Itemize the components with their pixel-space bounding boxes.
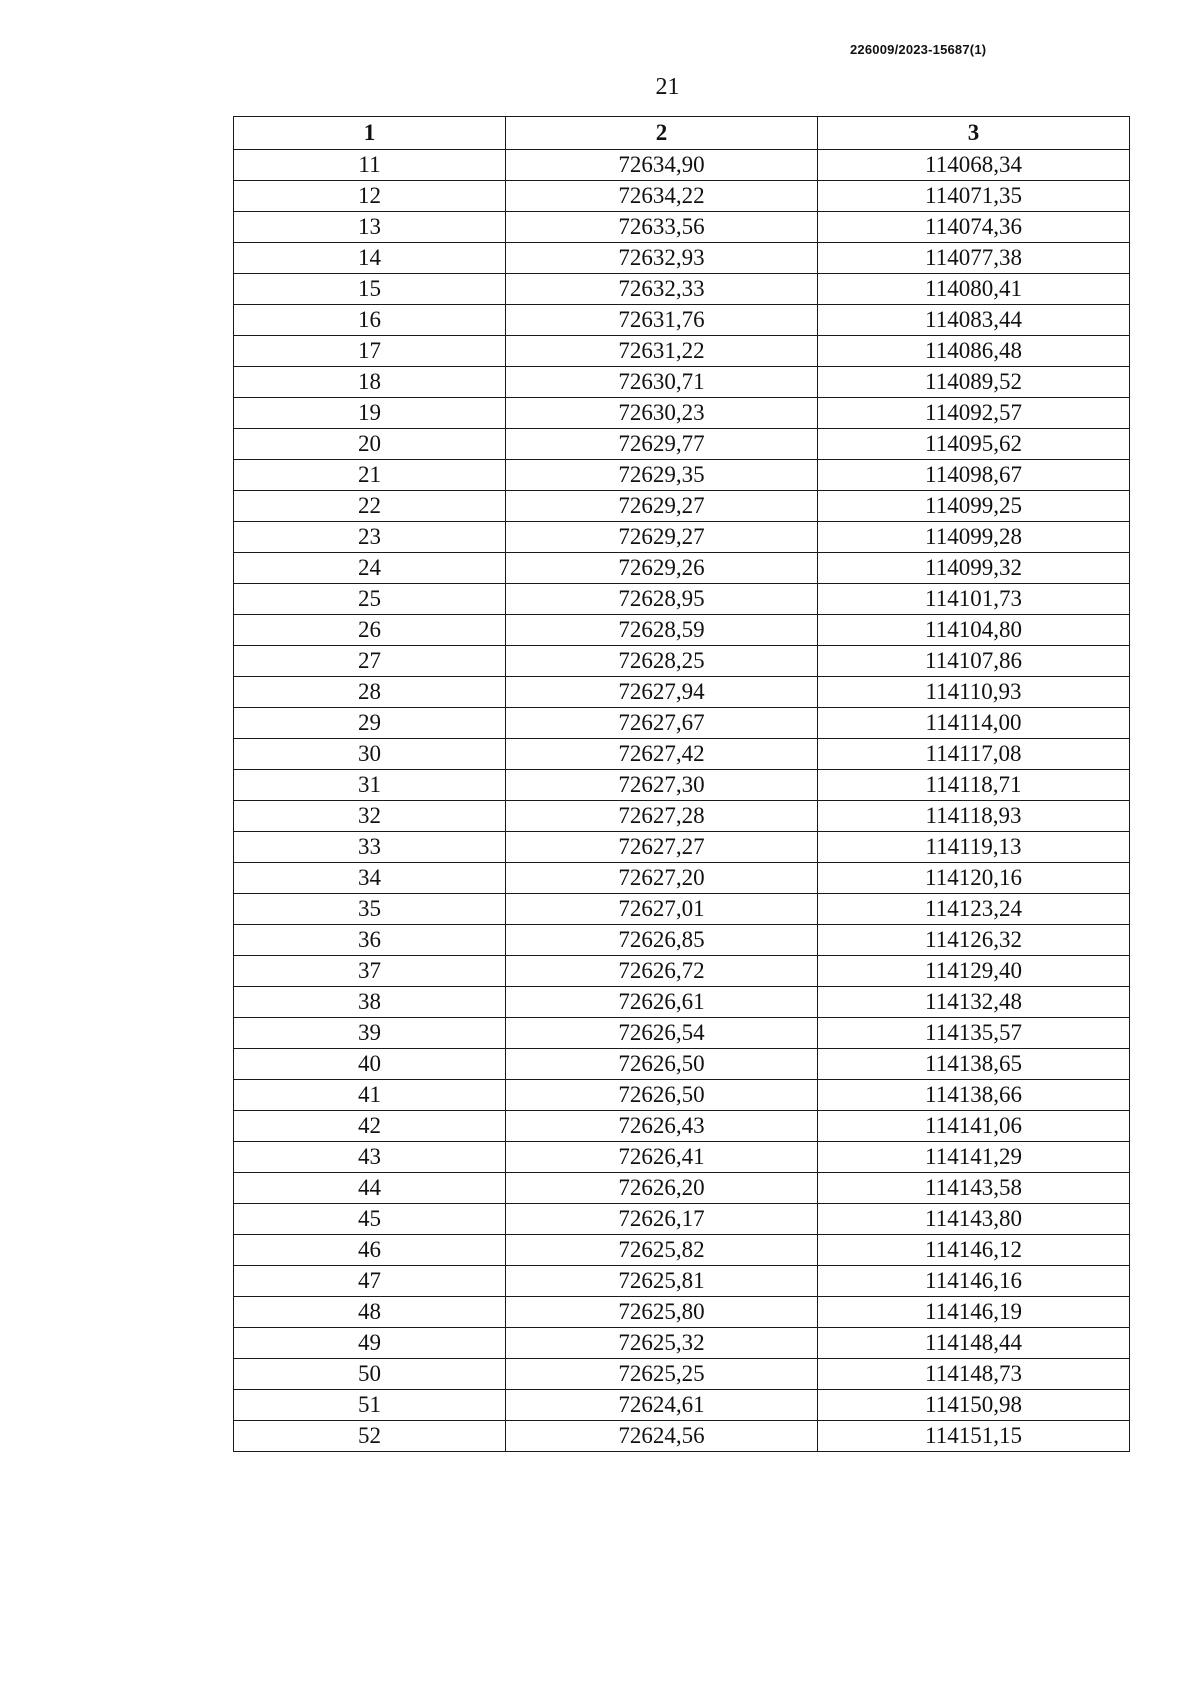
- table-cell: 72626,85: [506, 925, 818, 956]
- table-cell: 45: [234, 1204, 506, 1235]
- table-cell: 16: [234, 305, 506, 336]
- table-cell: 37: [234, 956, 506, 987]
- table-cell: 72631,22: [506, 336, 818, 367]
- table-cell: 72625,25: [506, 1359, 818, 1390]
- table-cell: 41: [234, 1080, 506, 1111]
- table-cell: 72627,30: [506, 770, 818, 801]
- table-cell: 42: [234, 1111, 506, 1142]
- table-cell: 72625,82: [506, 1235, 818, 1266]
- table-cell: 114083,44: [818, 305, 1130, 336]
- table-cell: 72628,95: [506, 584, 818, 615]
- table-cell: 72628,25: [506, 646, 818, 677]
- table-cell: 72627,20: [506, 863, 818, 894]
- table-row: [234, 243, 1130, 274]
- table-row: [234, 212, 1130, 243]
- table-cell: 38: [234, 987, 506, 1018]
- table-cell: 114151,15: [818, 1421, 1130, 1452]
- table-cell: 72632,33: [506, 274, 818, 305]
- table-row: [234, 894, 1130, 925]
- table-row: [234, 708, 1130, 739]
- table-cell: 114135,57: [818, 1018, 1130, 1049]
- table-cell: 30: [234, 739, 506, 770]
- table-cell: 33: [234, 832, 506, 863]
- table-cell: 25: [234, 584, 506, 615]
- table-cell: 72629,35: [506, 460, 818, 491]
- table-row: [234, 1390, 1130, 1421]
- table-cell: 114107,86: [818, 646, 1130, 677]
- table-cell: 114080,41: [818, 274, 1130, 305]
- table-cell: 13: [234, 212, 506, 243]
- table-cell: 20: [234, 429, 506, 460]
- table-row: [234, 739, 1130, 770]
- table-row: [234, 863, 1130, 894]
- table-cell: 114132,48: [818, 987, 1130, 1018]
- table-row: [234, 1018, 1130, 1049]
- table-cell: 44: [234, 1173, 506, 1204]
- table-cell: 31: [234, 770, 506, 801]
- table-row: [234, 1297, 1130, 1328]
- table-row: [234, 491, 1130, 522]
- table-cell: 36: [234, 925, 506, 956]
- table-cell: 114138,65: [818, 1049, 1130, 1080]
- table-row: [234, 460, 1130, 491]
- table-cell: 22: [234, 491, 506, 522]
- table-cell: 114098,67: [818, 460, 1130, 491]
- table-cell: 27: [234, 646, 506, 677]
- table-cell: 23: [234, 522, 506, 553]
- table-cell: 114138,66: [818, 1080, 1130, 1111]
- table-cell: 72628,59: [506, 615, 818, 646]
- table-cell: 114143,80: [818, 1204, 1130, 1235]
- table-cell: 114089,52: [818, 367, 1130, 398]
- table-cell: 34: [234, 863, 506, 894]
- table-cell: 114118,71: [818, 770, 1130, 801]
- table-cell: 114148,44: [818, 1328, 1130, 1359]
- table-row: [234, 150, 1130, 181]
- table-row: [234, 677, 1130, 708]
- table-cell: 72625,81: [506, 1266, 818, 1297]
- table-row: [234, 1080, 1130, 1111]
- table-row: [234, 1235, 1130, 1266]
- table-cell: 48: [234, 1297, 506, 1328]
- table-cell: 26: [234, 615, 506, 646]
- table-cell: 39: [234, 1018, 506, 1049]
- table-cell: 72626,20: [506, 1173, 818, 1204]
- table-cell: 72629,27: [506, 522, 818, 553]
- table-cell: 114071,35: [818, 181, 1130, 212]
- table-row: [234, 615, 1130, 646]
- table-cell: 114141,29: [818, 1142, 1130, 1173]
- table-cell: 35: [234, 894, 506, 925]
- table-cell: 72624,61: [506, 1390, 818, 1421]
- table-body: [234, 150, 1130, 1452]
- table-cell: 114099,25: [818, 491, 1130, 522]
- table-cell: 114099,32: [818, 553, 1130, 584]
- table-header-row: [234, 117, 1130, 150]
- table-cell: 114086,48: [818, 336, 1130, 367]
- table-cell: 72626,61: [506, 987, 818, 1018]
- table-cell: 72627,27: [506, 832, 818, 863]
- table-cell: 114068,34: [818, 150, 1130, 181]
- document-id: 226009/2023-15687(1): [850, 42, 987, 57]
- table-row: [234, 1111, 1130, 1142]
- table-cell: 28: [234, 677, 506, 708]
- table-cell: 18: [234, 367, 506, 398]
- table-row: [234, 181, 1130, 212]
- table-row: [234, 987, 1130, 1018]
- table-row: [234, 1266, 1130, 1297]
- table-cell: 114146,16: [818, 1266, 1130, 1297]
- table-cell: 114104,80: [818, 615, 1130, 646]
- table-cell: 114143,58: [818, 1173, 1130, 1204]
- table-cell: 72631,76: [506, 305, 818, 336]
- table-row: [234, 305, 1130, 336]
- table-cell: 114126,32: [818, 925, 1130, 956]
- table-cell: 72626,50: [506, 1049, 818, 1080]
- page-number: 21: [655, 74, 680, 100]
- table-cell: 15: [234, 274, 506, 305]
- table-row: [234, 429, 1130, 460]
- table-cell: 114120,16: [818, 863, 1130, 894]
- table-cell: 14: [234, 243, 506, 274]
- table-row: [234, 1359, 1130, 1390]
- table-cell: 12: [234, 181, 506, 212]
- table-row: [234, 925, 1130, 956]
- table-cell: 114095,62: [818, 429, 1130, 460]
- table-cell: 47: [234, 1266, 506, 1297]
- column-header: 3: [818, 117, 1130, 150]
- table-cell: 72627,28: [506, 801, 818, 832]
- table-row: [234, 770, 1130, 801]
- table-cell: 72624,56: [506, 1421, 818, 1452]
- table-cell: 32: [234, 801, 506, 832]
- table-cell: 19: [234, 398, 506, 429]
- table-cell: 17: [234, 336, 506, 367]
- table-row: [234, 801, 1130, 832]
- table-row: [234, 1328, 1130, 1359]
- table-cell: 51: [234, 1390, 506, 1421]
- table-cell: 72630,71: [506, 367, 818, 398]
- table-cell: 11: [234, 150, 506, 181]
- table-cell: 72626,50: [506, 1080, 818, 1111]
- table-cell: 114150,98: [818, 1390, 1130, 1421]
- table-cell: 114146,19: [818, 1297, 1130, 1328]
- table-row: [234, 367, 1130, 398]
- table-cell: 114118,93: [818, 801, 1130, 832]
- table-cell: 24: [234, 553, 506, 584]
- table-cell: 72626,41: [506, 1142, 818, 1173]
- table-cell: 114077,38: [818, 243, 1130, 274]
- table-cell: 72634,90: [506, 150, 818, 181]
- table-cell: 114099,28: [818, 522, 1130, 553]
- table-cell: 72632,93: [506, 243, 818, 274]
- table-cell: 72626,72: [506, 956, 818, 987]
- table-cell: 72627,94: [506, 677, 818, 708]
- table-cell: 114148,73: [818, 1359, 1130, 1390]
- table-cell: 46: [234, 1235, 506, 1266]
- table-row: [234, 956, 1130, 987]
- table-cell: 49: [234, 1328, 506, 1359]
- table-cell: 72629,27: [506, 491, 818, 522]
- table-cell: 52: [234, 1421, 506, 1452]
- table-cell: 114074,36: [818, 212, 1130, 243]
- table-cell: 72627,67: [506, 708, 818, 739]
- table-cell: 114114,00: [818, 708, 1130, 739]
- table-cell: 72627,42: [506, 739, 818, 770]
- table-cell: 72629,26: [506, 553, 818, 584]
- table-row: [234, 1204, 1130, 1235]
- table-cell: 50: [234, 1359, 506, 1390]
- table-cell: 72626,43: [506, 1111, 818, 1142]
- table-cell: 114092,57: [818, 398, 1130, 429]
- table-cell: 114117,08: [818, 739, 1130, 770]
- table-cell: 114129,40: [818, 956, 1130, 987]
- table-row: [234, 336, 1130, 367]
- table-cell: 114141,06: [818, 1111, 1130, 1142]
- table-cell: 114146,12: [818, 1235, 1130, 1266]
- table-cell: 21: [234, 460, 506, 491]
- table-row: [234, 584, 1130, 615]
- table-row: [234, 1421, 1130, 1452]
- column-header: 2: [506, 117, 818, 150]
- table-row: [234, 1173, 1130, 1204]
- table-row: [234, 553, 1130, 584]
- table-cell: 114101,73: [818, 584, 1130, 615]
- table-cell: 72626,17: [506, 1204, 818, 1235]
- table-cell: 72629,77: [506, 429, 818, 460]
- table-cell: 72627,01: [506, 894, 818, 925]
- table-row: [234, 1049, 1130, 1080]
- table-cell: 114110,93: [818, 677, 1130, 708]
- table-cell: 43: [234, 1142, 506, 1173]
- table-cell: 72626,54: [506, 1018, 818, 1049]
- table-cell: 114119,13: [818, 832, 1130, 863]
- coordinates-table: [233, 116, 1130, 1452]
- table-cell: 72625,80: [506, 1297, 818, 1328]
- table-row: [234, 398, 1130, 429]
- table-cell: 72633,56: [506, 212, 818, 243]
- table-row: [234, 832, 1130, 863]
- table-row: [234, 646, 1130, 677]
- table-cell: 29: [234, 708, 506, 739]
- table-row: [234, 274, 1130, 305]
- table-row: [234, 522, 1130, 553]
- table-cell: 72634,22: [506, 181, 818, 212]
- table-cell: 72625,32: [506, 1328, 818, 1359]
- table-cell: 40: [234, 1049, 506, 1080]
- table-cell: 72630,23: [506, 398, 818, 429]
- table-cell: 114123,24: [818, 894, 1130, 925]
- table-row: [234, 1142, 1130, 1173]
- column-header: 1: [234, 117, 506, 150]
